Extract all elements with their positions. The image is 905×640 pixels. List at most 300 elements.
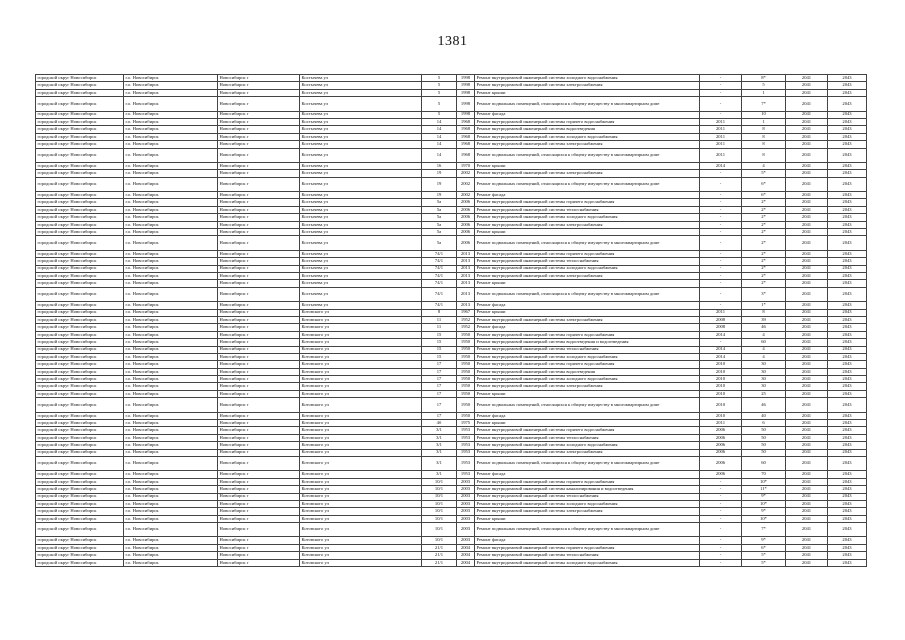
cell-locality: Новосибирск г <box>218 486 300 493</box>
cell-street: Котовского ул <box>300 552 422 559</box>
cell-municipality: городской округ Новосибирск <box>36 552 124 559</box>
cell-street: Котовского ул <box>300 515 422 522</box>
cell-work: Ремонт внутридомовой инженерной системы теплоснабжения <box>475 552 700 559</box>
cell-street: Котовского ул <box>300 390 422 397</box>
cell-settlement: г.о. Новосибирск <box>124 346 218 353</box>
table-row <box>36 390 867 397</box>
cell-locality: Новосибирск г <box>218 141 300 148</box>
table-row <box>36 486 867 493</box>
table-row <box>36 434 867 441</box>
cell-last-repair: - <box>700 111 742 118</box>
cell-plan-to: 2043 <box>828 368 867 375</box>
cell-last-repair: - <box>700 559 742 566</box>
cell-last-repair: - <box>700 192 742 199</box>
cell-score: 6* <box>742 192 786 199</box>
cell-municipality: городской округ Новосибирск <box>36 383 124 390</box>
cell-plan-from: 2041 <box>786 97 828 111</box>
cell-plan-to: 2043 <box>828 97 867 111</box>
cell-house: 3/1 <box>422 456 457 470</box>
cell-municipality: городской округ Новосибирск <box>36 199 124 206</box>
cell-plan-to: 2043 <box>828 353 867 360</box>
cell-house: 17 <box>422 412 457 419</box>
cell-settlement: г.о. Новосибирск <box>124 493 218 500</box>
table-row <box>36 199 867 206</box>
cell-settlement: г.о. Новосибирск <box>124 148 218 162</box>
cell-municipality: городской округ Новосибирск <box>36 500 124 507</box>
cell-work: Ремонт внутридомовой инженерной системы горячего водоснабжения <box>475 361 700 368</box>
cell-plan-to: 2043 <box>828 170 867 177</box>
cell-municipality: городской округ Новосибирск <box>36 97 124 111</box>
cell-street: Костычева ул <box>300 126 422 133</box>
cell-plan-from: 2041 <box>786 456 828 470</box>
table-row <box>36 280 867 287</box>
cell-plan-from: 2041 <box>786 346 828 353</box>
cell-score: 30 <box>742 376 786 383</box>
cell-plan-from: 2041 <box>786 449 828 456</box>
cell-plan-to: 2043 <box>828 177 867 191</box>
cell-street: Котовского ул <box>300 456 422 470</box>
cell-score: 8* <box>742 75 786 82</box>
cell-plan-from: 2041 <box>786 89 828 96</box>
table-row <box>36 170 867 177</box>
table-row <box>36 258 867 265</box>
cell-locality: Новосибирск г <box>218 493 300 500</box>
cell-municipality: городской округ Новосибирск <box>36 420 124 427</box>
cell-last-repair: 2014 <box>700 331 742 338</box>
table-row <box>36 229 867 236</box>
table-row <box>36 126 867 133</box>
cell-last-repair: 2006 <box>700 471 742 478</box>
cell-plan-to: 2043 <box>828 471 867 478</box>
cell-plan-to: 2043 <box>828 456 867 470</box>
cell-year-built: 2013 <box>457 250 475 257</box>
cell-locality: Новосибирск г <box>218 456 300 470</box>
cell-house: 3/1 <box>422 471 457 478</box>
cell-last-repair: - <box>700 75 742 82</box>
cell-score: 11* <box>742 486 786 493</box>
cell-plan-to: 2043 <box>828 126 867 133</box>
cell-last-repair: 2011 <box>700 420 742 427</box>
cell-locality: Новосибирск г <box>218 111 300 118</box>
cell-score: 6* <box>742 544 786 551</box>
cell-plan-from: 2041 <box>786 383 828 390</box>
cell-settlement: г.о. Новосибирск <box>124 442 218 449</box>
cell-street: Костычева ул <box>300 162 422 169</box>
cell-year-built: 2003 <box>457 523 475 537</box>
cell-plan-to: 2043 <box>828 500 867 507</box>
table-row <box>36 316 867 323</box>
cell-plan-to: 2043 <box>828 508 867 515</box>
cell-plan-to: 2043 <box>828 434 867 441</box>
cell-work: Ремонт крыши <box>475 420 700 427</box>
cell-year-built: 1950 <box>457 346 475 353</box>
cell-street: Котовского ул <box>300 339 422 346</box>
cell-plan-to: 2043 <box>828 442 867 449</box>
cell-plan-from: 2041 <box>786 427 828 434</box>
cell-municipality: городской округ Новосибирск <box>36 221 124 228</box>
cell-year-built: 1953 <box>457 427 475 434</box>
table-row <box>36 148 867 162</box>
cell-year-built: 2013 <box>457 287 475 301</box>
table-row <box>36 118 867 125</box>
cell-plan-from: 2041 <box>786 111 828 118</box>
cell-settlement: г.о. Новосибирск <box>124 398 218 412</box>
table-row <box>36 376 867 383</box>
cell-locality: Новосибирск г <box>218 324 300 331</box>
cell-work: Ремонт подвальных помещений, относящихся к общему имуществу в многоквартирном доме <box>475 97 700 111</box>
cell-year-built: 2004 <box>457 559 475 566</box>
cell-locality: Новосибирск г <box>218 442 300 449</box>
cell-house: 5 <box>422 82 457 89</box>
cell-last-repair: - <box>700 287 742 301</box>
cell-locality: Новосибирск г <box>218 353 300 360</box>
cell-work: Ремонт крыши <box>475 280 700 287</box>
cell-municipality: городской округ Новосибирск <box>36 456 124 470</box>
cell-settlement: г.о. Новосибирск <box>124 383 218 390</box>
cell-last-repair: - <box>700 199 742 206</box>
cell-locality: Новосибирск г <box>218 133 300 140</box>
cell-year-built: 1952 <box>457 324 475 331</box>
cell-house: 10/1 <box>422 523 457 537</box>
cell-last-repair: - <box>700 250 742 257</box>
cell-street: Костычева ул <box>300 141 422 148</box>
cell-house: 10/1 <box>422 537 457 544</box>
cell-municipality: городской округ Новосибирск <box>36 544 124 551</box>
cell-last-repair: 2010 <box>700 398 742 412</box>
cell-last-repair: - <box>700 214 742 221</box>
cell-work: Ремонт внутридомовой инженерной системы электроснабжения <box>475 272 700 279</box>
cell-work: Ремонт фасада <box>475 192 700 199</box>
cell-street: Котовского ул <box>300 427 422 434</box>
cell-last-repair: - <box>700 523 742 537</box>
cell-score: 2* <box>742 258 786 265</box>
cell-municipality: городской округ Новосибирск <box>36 353 124 360</box>
cell-plan-from: 2041 <box>786 272 828 279</box>
cell-locality: Новосибирск г <box>218 126 300 133</box>
cell-plan-from: 2041 <box>786 148 828 162</box>
cell-locality: Новосибирск г <box>218 552 300 559</box>
cell-score: 30 <box>742 361 786 368</box>
cell-house: 21/1 <box>422 544 457 551</box>
cell-score: 10* <box>742 500 786 507</box>
cell-settlement: г.о. Новосибирск <box>124 309 218 316</box>
cell-street: Костычева ул <box>300 82 422 89</box>
cell-municipality: городской округ Новосибирск <box>36 133 124 140</box>
table-row <box>36 537 867 544</box>
cell-plan-to: 2043 <box>828 236 867 250</box>
table-row <box>36 206 867 213</box>
cell-last-repair: 2006 <box>700 434 742 441</box>
table-row <box>36 214 867 221</box>
cell-last-repair: - <box>700 272 742 279</box>
cell-work: Ремонт внутридомовой инженерной системы электроснабжения <box>475 82 700 89</box>
cell-house: 15 <box>422 353 457 360</box>
cell-settlement: г.о. Новосибирск <box>124 192 218 199</box>
cell-year-built: 1968 <box>457 141 475 148</box>
cell-year-built: 1953 <box>457 434 475 441</box>
cell-score: 2* <box>742 272 786 279</box>
cell-street: Костычева ул <box>300 236 422 250</box>
cell-score: 7* <box>742 97 786 111</box>
cell-year-built: 1998 <box>457 111 475 118</box>
cell-municipality: городской округ Новосибирск <box>36 148 124 162</box>
cell-plan-from: 2041 <box>786 214 828 221</box>
cell-locality: Новосибирск г <box>218 302 300 309</box>
cell-street: Костычева ул <box>300 89 422 96</box>
cell-house: 8 <box>422 309 457 316</box>
table-row <box>36 236 867 250</box>
cell-plan-from: 2041 <box>786 339 828 346</box>
table-row <box>36 221 867 228</box>
table-row <box>36 192 867 199</box>
cell-last-repair: - <box>700 339 742 346</box>
cell-year-built: 1950 <box>457 398 475 412</box>
cell-score: 60 <box>742 339 786 346</box>
cell-score: 50 <box>742 442 786 449</box>
cell-work: Ремонт внутридомовой инженерной системы холодного водоснабжения <box>475 442 700 449</box>
cell-settlement: г.о. Новосибирск <box>124 390 218 397</box>
cell-plan-from: 2041 <box>786 236 828 250</box>
cell-plan-to: 2043 <box>828 214 867 221</box>
table-row <box>36 559 867 566</box>
cell-settlement: г.о. Новосибирск <box>124 420 218 427</box>
cell-score: 1* <box>742 302 786 309</box>
table-row <box>36 250 867 257</box>
cell-municipality: городской округ Новосибирск <box>36 118 124 125</box>
cell-settlement: г.о. Новосибирск <box>124 537 218 544</box>
cell-plan-to: 2043 <box>828 537 867 544</box>
cell-settlement: г.о. Новосибирск <box>124 236 218 250</box>
cell-municipality: городской округ Новосибирск <box>36 523 124 537</box>
cell-plan-to: 2043 <box>828 361 867 368</box>
cell-plan-to: 2043 <box>828 162 867 169</box>
cell-street: Костычева ул <box>300 221 422 228</box>
cell-locality: Новосибирск г <box>218 214 300 221</box>
cell-plan-to: 2043 <box>828 272 867 279</box>
cell-work: Ремонт подвальных помещений, относящихся к общему имуществу в многоквартирном доме <box>475 398 700 412</box>
cell-plan-to: 2043 <box>828 258 867 265</box>
table-row <box>36 493 867 500</box>
cell-street: Котовского ул <box>300 368 422 375</box>
table-row <box>36 265 867 272</box>
cell-plan-to: 2043 <box>828 118 867 125</box>
cell-street: Котовского ул <box>300 478 422 485</box>
cell-house: 19 <box>422 192 457 199</box>
cell-score: 70 <box>742 471 786 478</box>
cell-locality: Новосибирск г <box>218 309 300 316</box>
cell-street: Котовского ул <box>300 420 422 427</box>
cell-work: Ремонт внутридомовой инженерной системы электроснабжения <box>475 316 700 323</box>
cell-street: Котовского ул <box>300 559 422 566</box>
cell-plan-to: 2043 <box>828 221 867 228</box>
cell-municipality: городской округ Новосибирск <box>36 111 124 118</box>
cell-house: 74/1 <box>422 258 457 265</box>
cell-settlement: г.о. Новосибирск <box>124 177 218 191</box>
cell-settlement: г.о. Новосибирск <box>124 141 218 148</box>
cell-work: Ремонт внутридомовой инженерной системы холодного водоснабжения <box>475 500 700 507</box>
cell-house: 4б <box>422 420 457 427</box>
cell-plan-from: 2041 <box>786 390 828 397</box>
cell-score: 5 <box>742 82 786 89</box>
cell-work: Ремонт внутридомовой инженерной системы канализирования и водоотведения <box>475 486 700 493</box>
cell-work: Ремонт крыши <box>475 162 700 169</box>
cell-score: 9* <box>742 537 786 544</box>
cell-street: Котовского ул <box>300 537 422 544</box>
cell-plan-to: 2043 <box>828 265 867 272</box>
table-row <box>36 89 867 96</box>
cell-year-built: 2006 <box>457 236 475 250</box>
cell-score: 2* <box>742 265 786 272</box>
cell-street: Котовского ул <box>300 500 422 507</box>
cell-year-built: 1953 <box>457 471 475 478</box>
cell-year-built: 2013 <box>457 258 475 265</box>
cell-last-repair: - <box>700 170 742 177</box>
cell-score: 39 <box>742 316 786 323</box>
cell-work: Ремонт внутридомовой инженерной системы холодного водоснабжения <box>475 353 700 360</box>
cell-municipality: городской округ Новосибирск <box>36 75 124 82</box>
cell-settlement: г.о. Новосибирск <box>124 523 218 537</box>
cell-plan-from: 2041 <box>786 258 828 265</box>
cell-locality: Новосибирск г <box>218 280 300 287</box>
cell-street: Костычева ул <box>300 75 422 82</box>
cell-plan-from: 2041 <box>786 221 828 228</box>
cell-street: Котовского ул <box>300 324 422 331</box>
cell-house: 15 <box>422 331 457 338</box>
cell-score: 10* <box>742 478 786 485</box>
cell-plan-to: 2043 <box>828 346 867 353</box>
cell-plan-from: 2041 <box>786 324 828 331</box>
cell-plan-to: 2043 <box>828 383 867 390</box>
cell-settlement: г.о. Новосибирск <box>124 449 218 456</box>
cell-year-built: 1970 <box>457 162 475 169</box>
cell-plan-to: 2043 <box>828 515 867 522</box>
cell-work: Ремонт внутридомовой инженерной системы теплоснабжения <box>475 346 700 353</box>
cell-work: Ремонт внутридомовой инженерной системы теплоснабжения <box>475 434 700 441</box>
cell-plan-from: 2041 <box>786 500 828 507</box>
cell-house: 15 <box>422 339 457 346</box>
cell-locality: Новосибирск г <box>218 229 300 236</box>
cell-score: 4 <box>742 346 786 353</box>
cell-municipality: городской округ Новосибирск <box>36 214 124 221</box>
cell-street: Костычева ул <box>300 280 422 287</box>
cell-last-repair: 2006 <box>700 456 742 470</box>
cell-plan-from: 2041 <box>786 199 828 206</box>
cell-plan-to: 2043 <box>828 75 867 82</box>
cell-work: Ремонт подвальных помещений, относящихся к общему имуществу в многоквартирном доме <box>475 523 700 537</box>
cell-street: Костычева ул <box>300 272 422 279</box>
cell-plan-from: 2041 <box>786 280 828 287</box>
table-row <box>36 515 867 522</box>
cell-work: Ремонт крыши <box>475 229 700 236</box>
cell-work: Ремонт внутридомовой инженерной системы холодного водоснабжения <box>475 214 700 221</box>
cell-plan-from: 2041 <box>786 192 828 199</box>
cell-last-repair: 2010 <box>700 383 742 390</box>
cell-street: Костычева ул <box>300 206 422 213</box>
cell-plan-to: 2043 <box>828 376 867 383</box>
cell-plan-to: 2043 <box>828 324 867 331</box>
cell-street: Костычева ул <box>300 250 422 257</box>
cell-house: 19 <box>422 177 457 191</box>
cell-municipality: городской округ Новосибирск <box>36 265 124 272</box>
cell-locality: Новосибирск г <box>218 427 300 434</box>
cell-last-repair: 2014 <box>700 162 742 169</box>
cell-last-repair: - <box>700 544 742 551</box>
cell-street: Котовского ул <box>300 523 422 537</box>
cell-work: Ремонт фасада <box>475 537 700 544</box>
cell-score: 2* <box>742 229 786 236</box>
cell-street: Костычева ул <box>300 177 422 191</box>
cell-score: 3* <box>742 287 786 301</box>
cell-work: Ремонт внутридомовой инженерной системы горячего водоснабжения <box>475 478 700 485</box>
cell-municipality: городской округ Новосибирск <box>36 434 124 441</box>
cell-plan-from: 2041 <box>786 412 828 419</box>
cell-plan-from: 2041 <box>786 170 828 177</box>
cell-score: 46 <box>742 398 786 412</box>
cell-year-built: 2002 <box>457 192 475 199</box>
cell-last-repair: - <box>700 280 742 287</box>
cell-work: Ремонт крыши <box>475 390 700 397</box>
cell-last-repair: - <box>700 515 742 522</box>
cell-plan-from: 2041 <box>786 162 828 169</box>
cell-plan-from: 2041 <box>786 250 828 257</box>
cell-street: Котовского ул <box>300 398 422 412</box>
cell-municipality: городской округ Новосибирск <box>36 390 124 397</box>
cell-work: Ремонт внутридомовой инженерной системы теплоснабжения <box>475 258 700 265</box>
cell-year-built: 1953 <box>457 456 475 470</box>
cell-year-built: 1950 <box>457 368 475 375</box>
cell-plan-to: 2043 <box>828 111 867 118</box>
cell-house: 5а <box>422 221 457 228</box>
cell-score: 4 <box>742 162 786 169</box>
cell-settlement: г.о. Новосибирск <box>124 97 218 111</box>
cell-settlement: г.о. Новосибирск <box>124 552 218 559</box>
cell-street: Котовского ул <box>300 353 422 360</box>
cell-last-repair: 2011 <box>700 118 742 125</box>
cell-municipality: городской округ Новосибирск <box>36 486 124 493</box>
cell-municipality: городской округ Новосибирск <box>36 192 124 199</box>
cell-street: Костычева ул <box>300 192 422 199</box>
cell-municipality: городской округ Новосибирск <box>36 515 124 522</box>
cell-house: 10/1 <box>422 493 457 500</box>
cell-house: 10/1 <box>422 500 457 507</box>
cell-street: Костычева ул <box>300 258 422 265</box>
cell-plan-from: 2041 <box>786 486 828 493</box>
table-row <box>36 353 867 360</box>
table-row <box>36 82 867 89</box>
cell-score: 2* <box>742 206 786 213</box>
cell-municipality: городской округ Новосибирск <box>36 537 124 544</box>
cell-last-repair: - <box>700 265 742 272</box>
cell-last-repair: - <box>700 82 742 89</box>
cell-last-repair: 2010 <box>700 368 742 375</box>
cell-street: Котовского ул <box>300 449 422 456</box>
cell-work: Ремонт фасада <box>475 324 700 331</box>
cell-street: Котовского ул <box>300 434 422 441</box>
cell-locality: Новосибирск г <box>218 398 300 412</box>
cell-street: Котовского ул <box>300 544 422 551</box>
cell-street: Котовского ул <box>300 486 422 493</box>
cell-plan-from: 2041 <box>786 493 828 500</box>
cell-plan-from: 2041 <box>786 331 828 338</box>
cell-plan-to: 2043 <box>828 552 867 559</box>
cell-last-repair: - <box>700 493 742 500</box>
cell-house: 14 <box>422 133 457 140</box>
cell-street: Котовского ул <box>300 361 422 368</box>
cell-plan-from: 2041 <box>786 523 828 537</box>
cell-house: 14 <box>422 126 457 133</box>
cell-municipality: городской округ Новосибирск <box>36 126 124 133</box>
table-row <box>36 97 867 111</box>
